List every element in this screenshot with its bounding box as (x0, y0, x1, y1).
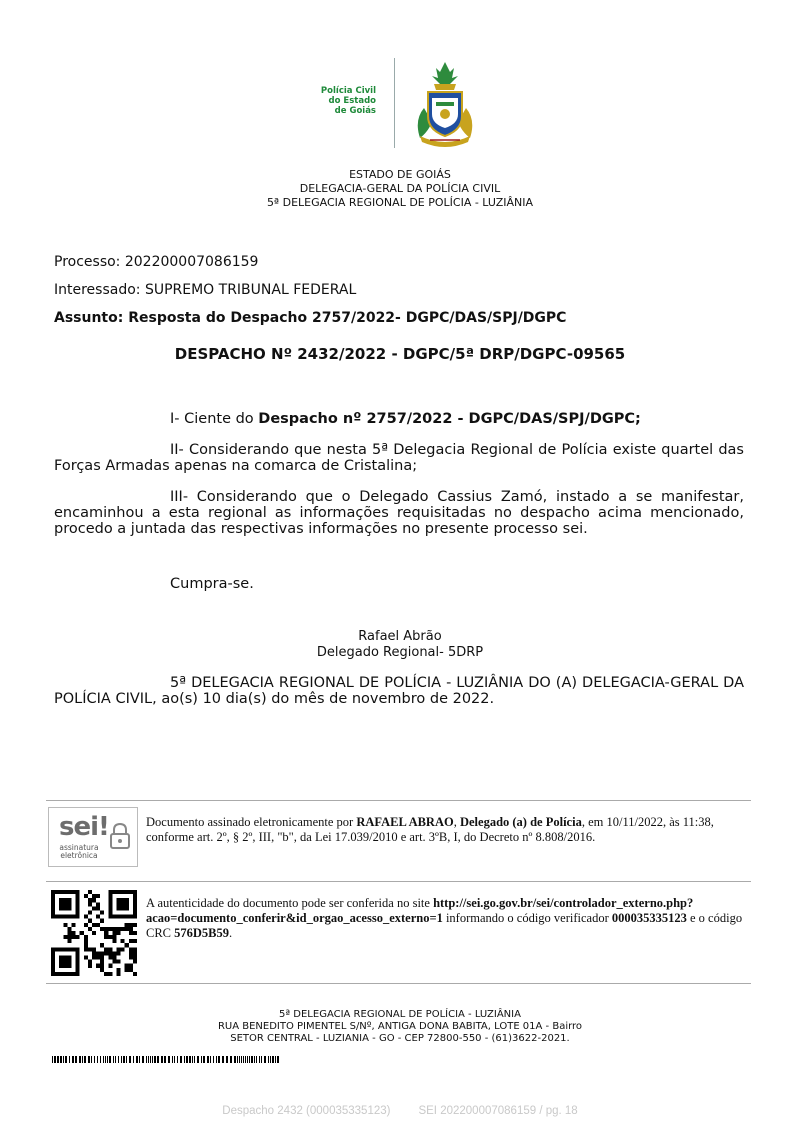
divider (46, 800, 751, 801)
processo-line: Processo: 202200007086159 (54, 254, 259, 270)
org-line-police: DELEGACIA-GERAL DA POLÍCIA CIVIL (299, 182, 501, 195)
sei-sub-line: eletrônica (60, 851, 98, 860)
sei-logo-subtitle (57, 844, 101, 860)
signer-name: Rafael Abrão (358, 629, 442, 644)
signer-role: Delegado Regional- 5DRP (316, 645, 484, 660)
logo-line: Polícia Civil (320, 86, 376, 96)
auth-text: e o código CRC (146, 911, 743, 940)
logo-text (300, 86, 376, 116)
footer-address (0, 1009, 800, 1045)
footer-line: 5ª DELEGACIA REGIONAL DE POLÍCIA - LUZIÂNIA (279, 1009, 521, 1020)
paragraph-3: III- Considerando que o Delegado Cassius Zamó, instado a se manifestar, encaminhou a esta regional as informações requisitadas no despacho acima mencionado, procedo a juntada das respectivas informações no presente processo sei. (54, 489, 744, 537)
paragraph-4: Cumpra-se. (170, 576, 254, 592)
logo-line: de Goiás (334, 106, 376, 116)
signer-bold: RAFAEL ABRAO (356, 815, 454, 829)
document-title: DESPACHO Nº 2432/2022 - DGPC/5ª DRP/DGPC-09565 (174, 345, 626, 363)
assunto-line: Assunto: Resposta do Despacho 2757/2022- DGPC/DAS/SPJ/DGPC (54, 310, 567, 326)
lock-icon (107, 822, 133, 850)
sei-sub-line: assinatura (59, 843, 99, 852)
authenticity-info (146, 896, 756, 941)
signer-role-bold: Delegado (a) de Polícia (459, 815, 582, 829)
auth-text: A autenticidade do documento pode ser conferida no site (146, 896, 434, 910)
auth-url-part1[interactable]: http://sei.go.gov.br/sei/controlador_externo.php? (433, 896, 694, 910)
auth-text: informando o código verificador (442, 911, 612, 925)
qr-code-icon (51, 890, 137, 976)
crc-code: 576D5B59 (174, 926, 230, 940)
signature-block (0, 629, 800, 661)
paragraph-1 (54, 411, 744, 427)
org-header (0, 168, 800, 210)
sei-signature-badge (48, 807, 138, 867)
paragraph-1-text: I- Ciente do (170, 411, 259, 427)
page-footer-page: SEI 202200007086159 / pg. 18 (418, 1105, 578, 1117)
footer-line: RUA BENEDITO PIMENTEL S/Nº, ANTIGA DONA BABITA, LOTE 01A - Bairro (217, 1021, 583, 1032)
date-paragraph: 5ª DELEGACIA REGIONAL DE POLÍCIA - LUZIÂNIA DO (A) DELEGACIA-GERAL DA POLÍCIA CIVIL, ao(s) 10 dia(s) do mês de novembro de 2022. (54, 675, 744, 707)
auth-url-part2[interactable]: acao=documento_conferir&id_orgao_acesso_externo=1 (146, 911, 443, 925)
sig-text: Documento assinado eletronicamente por (146, 815, 357, 829)
interessado-line: Interessado: SUPREMO TRIBUNAL FEDERAL (54, 282, 357, 298)
signature-info (146, 815, 746, 845)
page-footer (0, 1105, 800, 1117)
auth-text: . (229, 926, 233, 940)
org-line-state: ESTADO DE GOIÁS (349, 168, 451, 181)
org-line-regional: 5ª DELEGACIA REGIONAL DE POLÍCIA - LUZIÂNIA (266, 196, 534, 209)
logo-line: do Estado (328, 96, 376, 106)
divider (46, 881, 751, 882)
barcode-icon (52, 1056, 280, 1063)
paragraph-1-bold: Despacho nº 2757/2022 - DGPC/DAS/SPJ/DGPC; (258, 411, 641, 427)
sig-text: , em 10/11/2022, às 11:38, conforme art. 2º, § 2º, III, "b", da Lei 17.039/2010 e art. 3ºB, I, do Decreto nº 8.808/2016. (146, 815, 714, 844)
divider (46, 983, 751, 984)
sig-text: , (453, 815, 460, 829)
sei-logo-word: sei! (59, 812, 109, 842)
page-footer-doc: Despacho 2432 (000035335123) (222, 1105, 391, 1117)
footer-line: SETOR CENTRAL - LUZIANIA - GO - CEP 72800-550 - (61)3622-2021. (230, 1033, 570, 1044)
paragraph-2: II- Considerando que nesta 5ª Delegacia Regional de Polícia existe quartel das Forças Armadas apenas na comarca de Cristalina; (54, 442, 744, 474)
coat-of-arms-icon (410, 58, 480, 150)
verification-code: 000035335123 (611, 911, 687, 925)
logo-divider (394, 58, 395, 148)
